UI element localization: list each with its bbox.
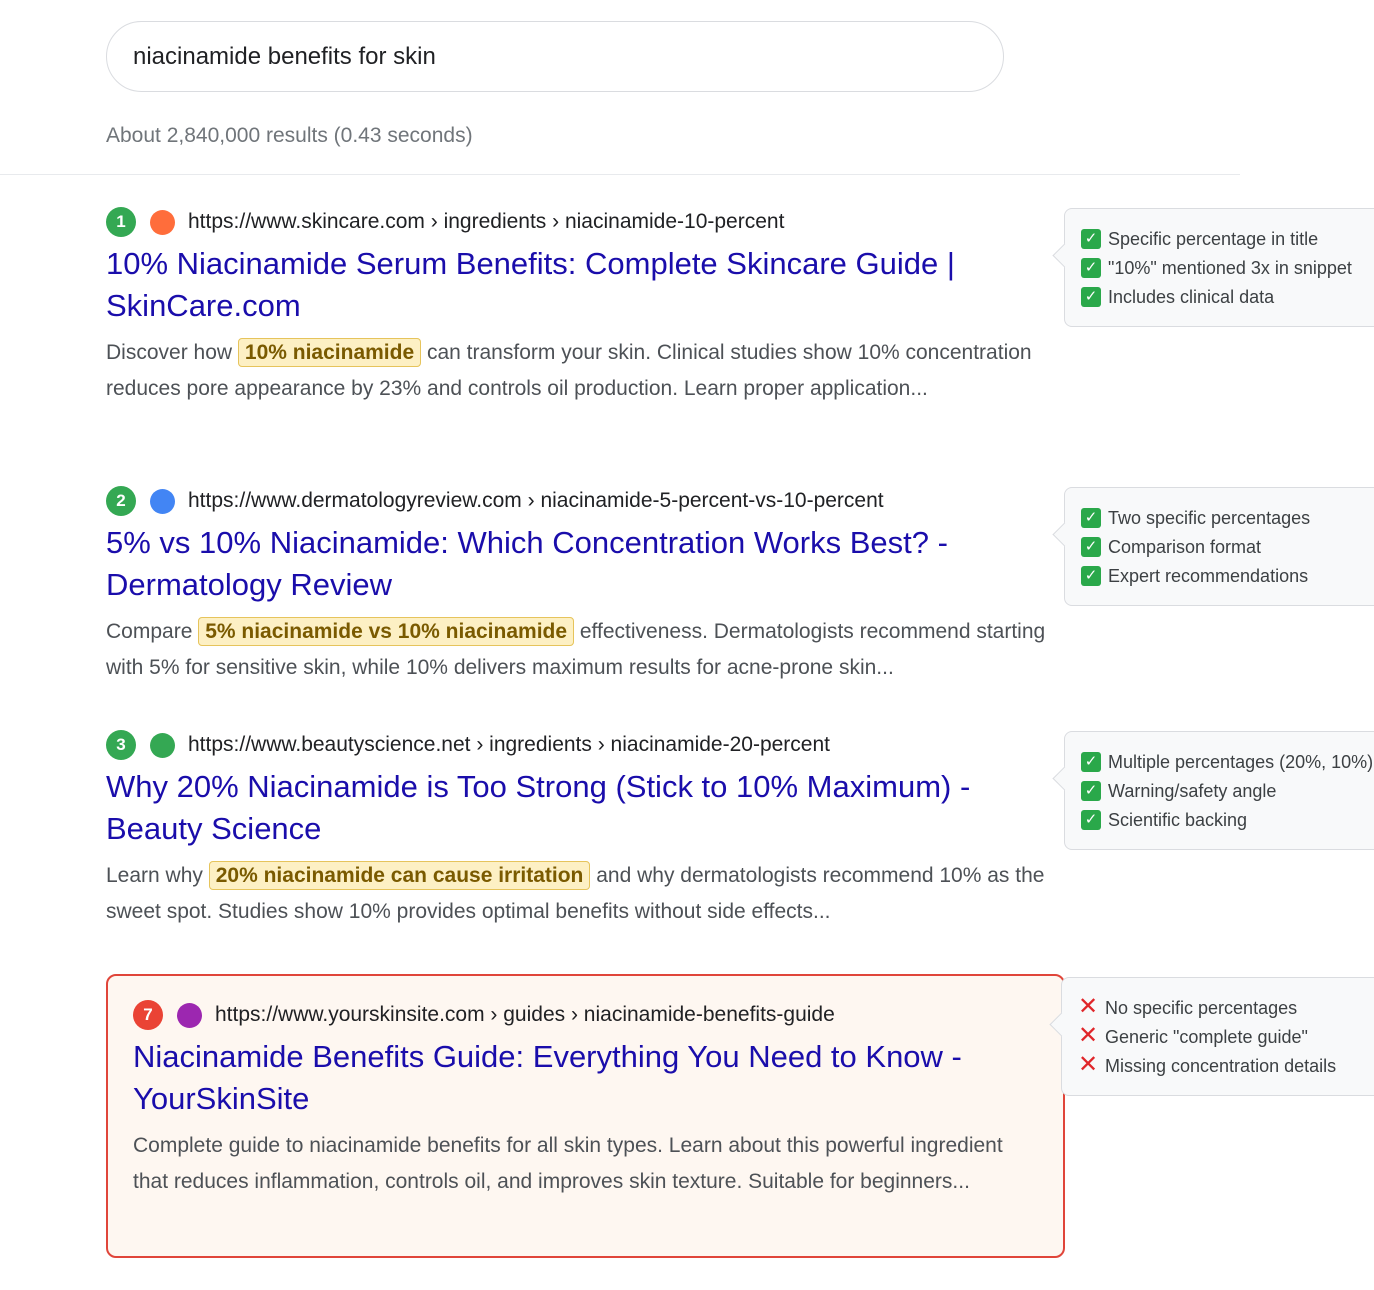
search-result xyxy=(106,207,1051,407)
snippet-highlight: 20% niacinamide can cause irritation xyxy=(209,861,591,890)
note-text: Specific percentage in title xyxy=(1108,229,1319,249)
note-item xyxy=(1077,993,1374,1020)
result-url-line xyxy=(106,207,1051,237)
rank-badge: 1 xyxy=(106,207,136,237)
note-item xyxy=(1081,506,1374,530)
snippet-highlight: 10% niacinamide xyxy=(238,338,421,367)
site-favicon xyxy=(177,1003,202,1028)
snippet-text: Learn why xyxy=(106,864,209,887)
note-item xyxy=(1077,1051,1374,1078)
site-favicon xyxy=(150,210,175,235)
result-url-line xyxy=(106,730,1051,760)
cross-mark-icon: ✕ xyxy=(1077,993,1099,1020)
note-text: No specific percentages xyxy=(1105,998,1298,1018)
note-item xyxy=(1081,564,1374,588)
note-text: Missing concentration details xyxy=(1105,1056,1337,1076)
note-text: Comparison format xyxy=(1108,537,1262,557)
result-title-link[interactable]: Niacinamide Benefits Guide: Everything You Need to Know - YourSkinSite xyxy=(133,1039,962,1116)
cross-mark-icon: ✕ xyxy=(1077,1022,1099,1049)
note-item xyxy=(1081,535,1374,559)
result-snippet xyxy=(106,858,1051,930)
site-favicon xyxy=(150,489,175,514)
search-input[interactable] xyxy=(106,21,1004,92)
note-item xyxy=(1081,256,1374,280)
note-item xyxy=(1081,227,1374,251)
note-text: Warning/safety angle xyxy=(1108,781,1277,801)
rank-badge: 7 xyxy=(133,1000,163,1030)
snippet-text: Discover how xyxy=(106,341,238,364)
check-mark-icon: ✓ xyxy=(1081,781,1101,801)
note-item xyxy=(1081,779,1374,803)
check-mark-icon: ✓ xyxy=(1081,537,1101,557)
note-text: Includes clinical data xyxy=(1108,287,1275,307)
snippet-text: effectiveness. Dermatologists recommend starting with 5% for sensitive skin, while 10% delivers maximum results for acne-prone skin... xyxy=(106,620,1046,679)
snippet-text: can transform your skin. Clinical studies show 10% concentration reduces pore appearance by 23% and controls oil production. Learn proper application... xyxy=(106,341,1032,400)
snippet-text: and why dermatologists recommend 10% as the sweet spot. Studies show 10% provides optimal benefits without side effects... xyxy=(106,864,1045,923)
note-item xyxy=(1081,750,1374,774)
result-snippet xyxy=(106,335,1051,407)
result-title-link[interactable]: Why 20% Niacinamide is Too Strong (Stick to 10% Maximum) - Beauty Science xyxy=(106,769,971,846)
note-text: Scientific backing xyxy=(1108,810,1248,830)
note-item xyxy=(1081,808,1374,832)
result-url[interactable]: https://www.yourskinsite.com › guides › niacinamide-benefits-guide xyxy=(215,1003,835,1026)
note-text: Expert recommendations xyxy=(1108,566,1309,586)
cross-mark-icon: ✕ xyxy=(1077,1051,1099,1078)
search-result xyxy=(106,730,1051,930)
note-text: Generic "complete guide" xyxy=(1105,1027,1308,1047)
note-text: "10%" mentioned 3x in snippet xyxy=(1108,258,1352,278)
analysis-note xyxy=(1064,208,1374,327)
target-search-result xyxy=(106,974,1065,1258)
result-url[interactable]: https://www.dermatologyreview.com › niacinamide-5-percent-vs-10-percent xyxy=(188,489,884,512)
analysis-note xyxy=(1064,731,1374,850)
rank-badge: 2 xyxy=(106,486,136,516)
note-text: Two specific percentages xyxy=(1108,508,1311,528)
result-url-line xyxy=(106,486,1051,516)
header-divider xyxy=(0,174,1240,175)
check-mark-icon: ✓ xyxy=(1081,258,1101,278)
check-mark-icon: ✓ xyxy=(1081,810,1101,830)
check-mark-icon: ✓ xyxy=(1081,566,1101,586)
note-item xyxy=(1081,285,1374,309)
result-snippet: Complete guide to niacinamide benefits for all skin types. Learn about this powerful ingredient that reduces inflammation, controls oil, and improves skin texture. Suitable for beginners... xyxy=(133,1134,1003,1193)
result-snippet xyxy=(106,614,1051,686)
check-mark-icon: ✓ xyxy=(1081,752,1101,772)
result-title-link[interactable]: 10% Niacinamide Serum Benefits: Complete Skincare Guide | SkinCare.com xyxy=(106,246,955,323)
check-mark-icon: ✓ xyxy=(1081,287,1101,307)
site-favicon xyxy=(150,733,175,758)
check-mark-icon: ✓ xyxy=(1081,508,1101,528)
result-url-line xyxy=(133,1000,1038,1030)
snippet-highlight: 5% niacinamide vs 10% niacinamide xyxy=(198,617,574,646)
result-title-link[interactable]: 5% vs 10% Niacinamide: Which Concentration Works Best? - Dermatology Review xyxy=(106,525,948,602)
rank-badge: 3 xyxy=(106,730,136,760)
check-mark-icon: ✓ xyxy=(1081,229,1101,249)
result-stats: About 2,840,000 results (0.43 seconds) xyxy=(106,124,473,147)
search-query[interactable]: niacinamide benefits for skin xyxy=(133,42,436,70)
snippet-text: Compare xyxy=(106,620,199,643)
search-result xyxy=(106,486,1051,686)
result-url[interactable]: https://www.skincare.com › ingredients › niacinamide-10-percent xyxy=(188,210,785,233)
note-item xyxy=(1077,1022,1374,1049)
analysis-note xyxy=(1061,977,1374,1096)
note-text: Multiple percentages (20%, 10%) xyxy=(1108,752,1374,772)
result-url[interactable]: https://www.beautyscience.net › ingredients › niacinamide-20-percent xyxy=(188,733,830,756)
analysis-note xyxy=(1064,487,1374,606)
